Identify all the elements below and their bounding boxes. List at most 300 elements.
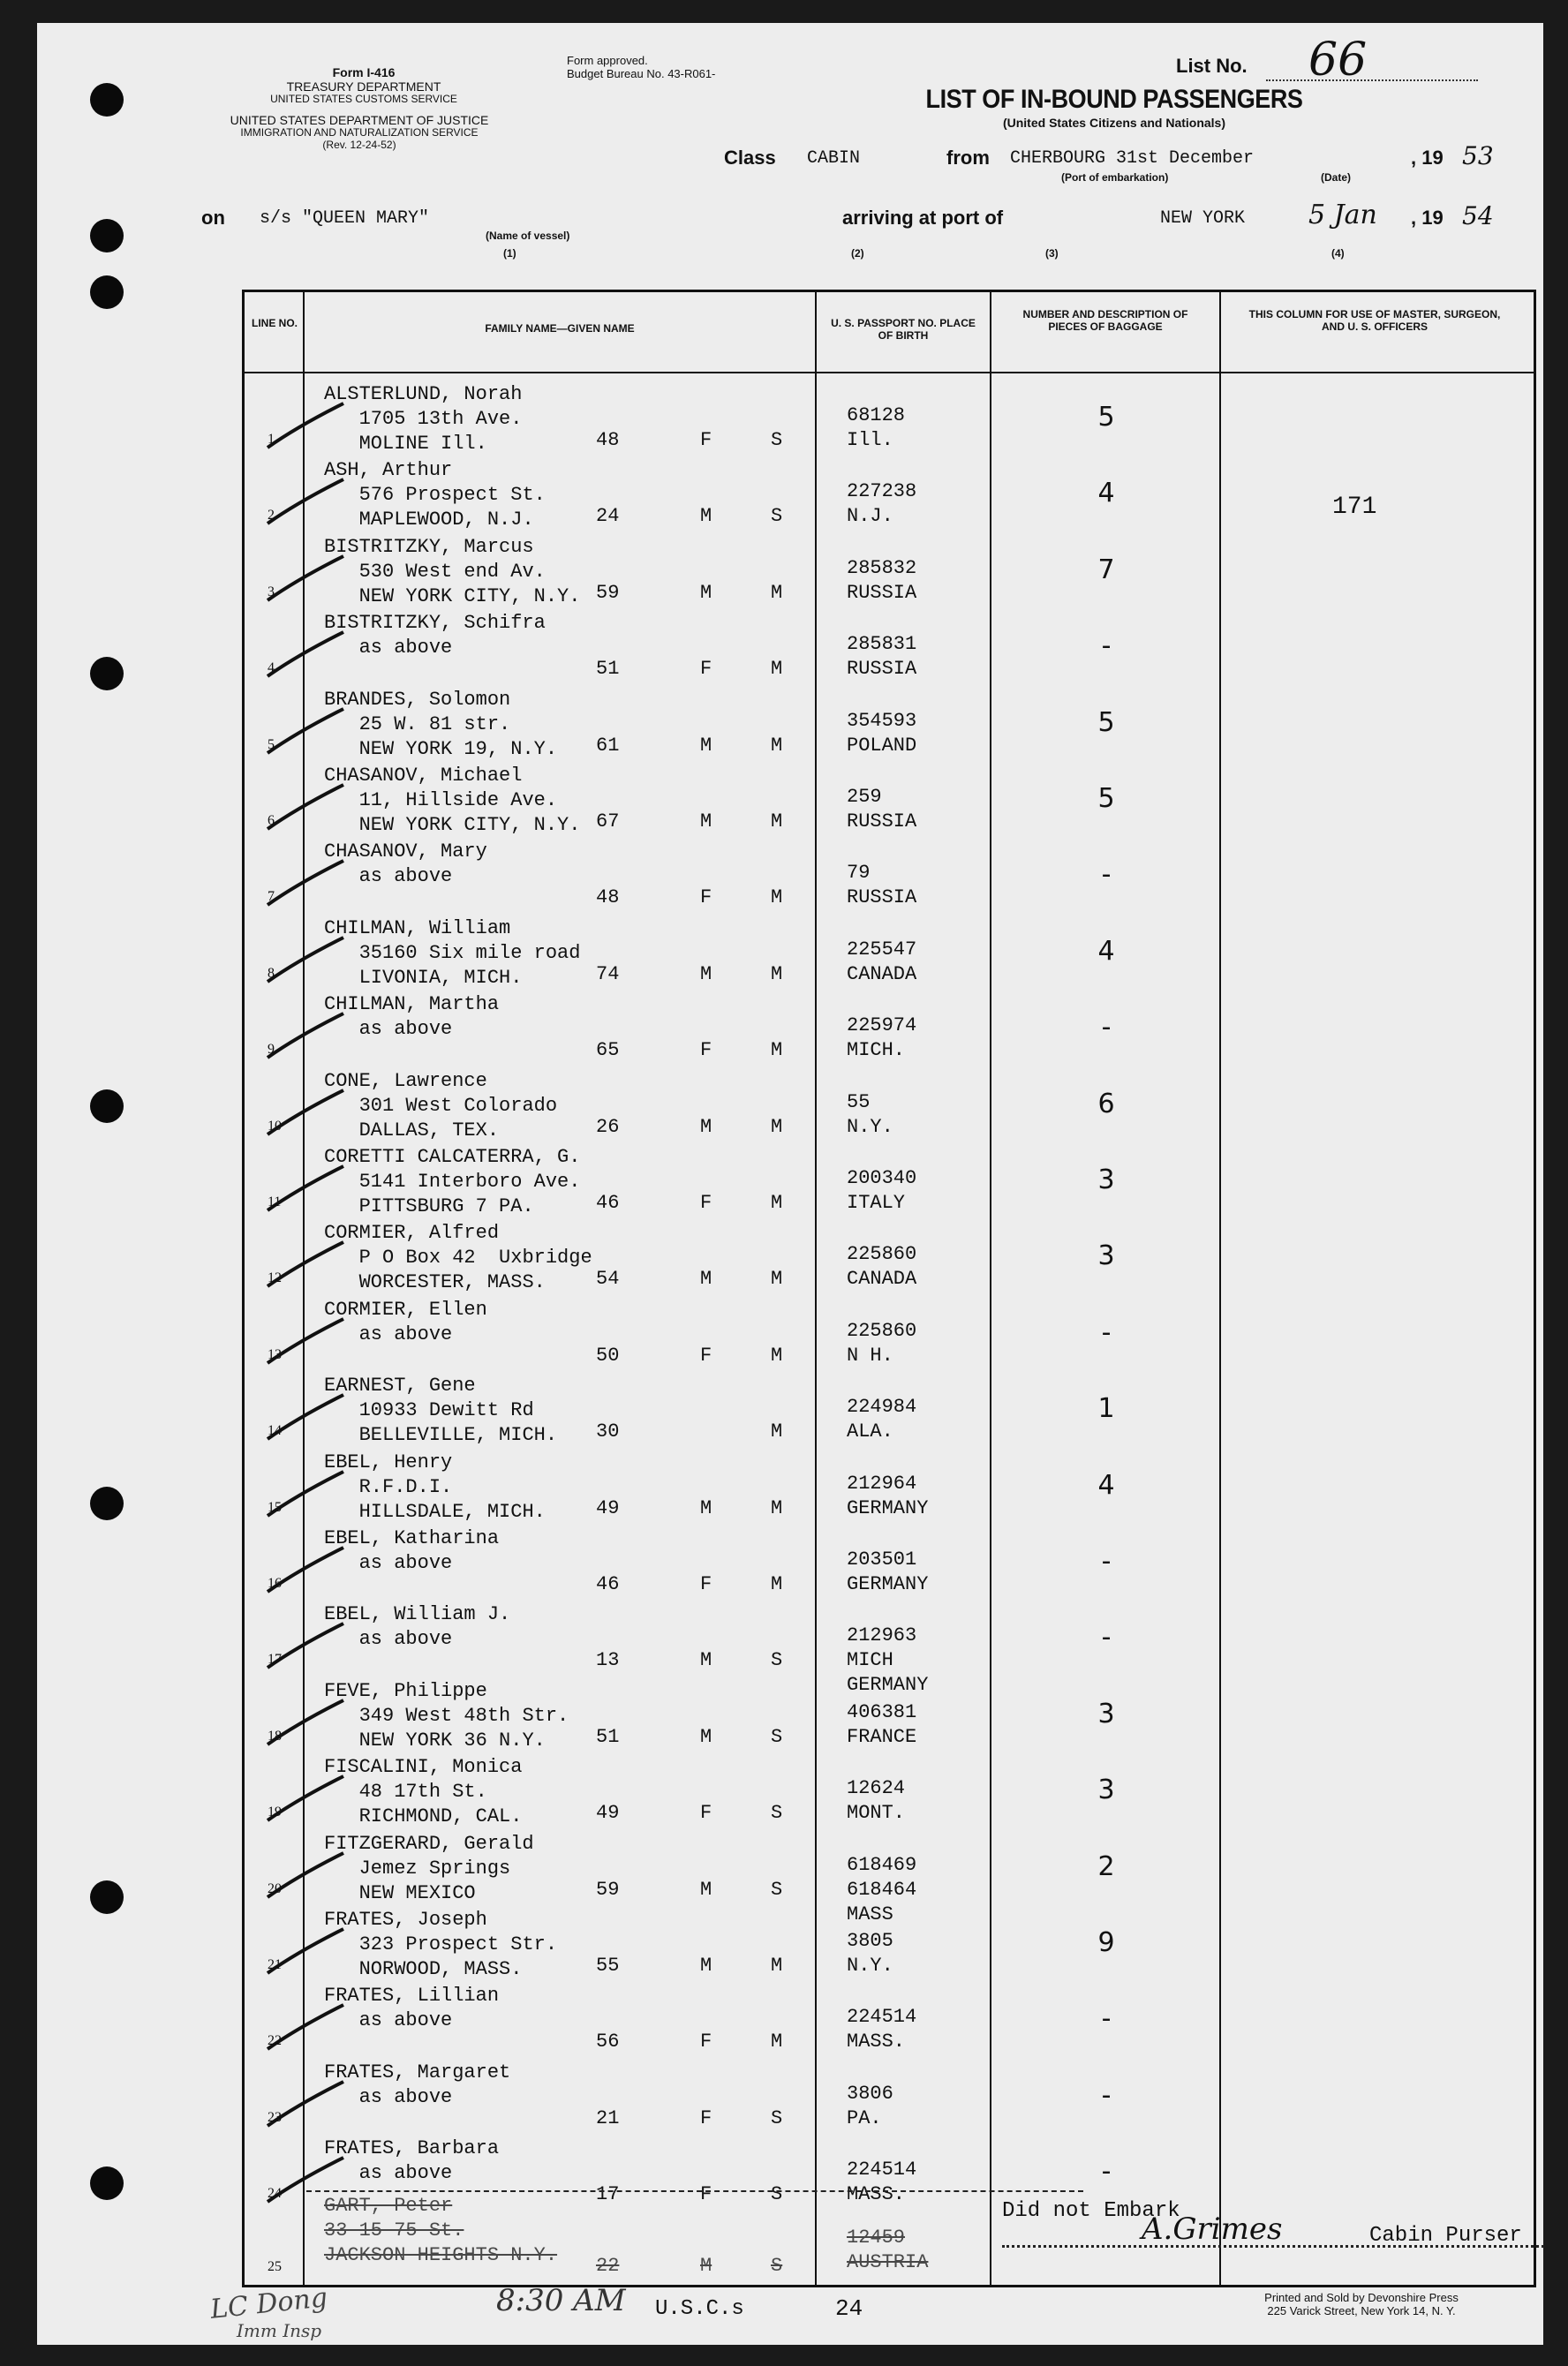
col-num-3: (3) [1045,247,1059,260]
address-line-2: NEW MEXICO [358,1881,476,1904]
family-given-name: FRATES, Lillian [324,1985,500,2008]
address-line-1: 48 17th St. [358,1781,487,1804]
line-number: 19 [268,1805,282,1820]
marital-status: M [771,1955,783,1977]
passport-birthplace [847,1013,916,1063]
address-line-1: 530 West end Av. [358,560,546,583]
strike-line [306,2190,1083,2192]
sex: M [700,1115,712,1138]
passenger-name [324,992,499,1066]
did-not-embark: Did not Embark [1002,2199,1180,2223]
from-value: CHERBOURG 31st December [1010,148,1255,169]
sex: F [700,1344,712,1367]
passport-birthplace [847,1929,893,1978]
place-of-birth: MONT. [847,1802,906,1825]
baggage-count: 3 [1097,1240,1115,1272]
address-line-2: MOLINE Ill. [358,433,487,455]
baggage-count: - [1101,2156,1112,2188]
place-of-birth: ITALY [847,1192,906,1214]
passport-number: 3806 [847,2082,893,2105]
arrival-port: NEW YORK [1160,208,1246,229]
passport-birthplace [847,1395,916,1444]
passenger-name [324,1908,557,1982]
uscs-label: U.S.C.s [655,2297,744,2321]
on-label: on [201,207,225,229]
marital-status: M [771,2031,783,2053]
passport-birthplace [847,1472,928,1521]
passenger-name [324,1679,569,1753]
age: 13 [596,1649,620,1672]
table-row [245,377,1534,453]
family-given-name: CONE, Lawrence [324,1069,487,1092]
age: 21 [596,2106,620,2129]
address-line-2: NEW YORK CITY, N.Y. [358,584,581,607]
address-line-1: 576 Prospect St. [358,484,546,507]
table-row [245,2055,1534,2131]
purser-signature: A.Grimes [1142,2212,1283,2247]
passport-number: 212964 [847,1472,917,1495]
age: 48 [596,429,620,451]
col-head-line: LINE NO. [251,317,298,329]
list-title: LIST OF IN-BOUND PASSENGERS [925,85,1303,114]
dept-customs: UNITED STATES CUSTOMS SERVICE [270,93,457,106]
family-given-name: FEVE, Philippe [324,1679,487,1702]
family-given-name: BRANDES, Solomon [324,688,511,711]
line-number: 4 [268,660,275,676]
age: 30 [596,1420,620,1443]
age: 56 [596,2031,620,2053]
passenger-name [324,1069,557,1143]
passport-number: 259 [847,786,882,808]
age: 54 [596,1268,620,1291]
place-of-birth: POLAND [847,734,917,757]
family-given-name: FITZGERARD, Gerald [324,1832,534,1855]
family-given-name: EBEL, William J. [324,1603,511,1626]
budget-bureau: Budget Bureau No. 43-R061- [567,66,716,80]
age: 51 [596,658,620,681]
inspection-time: 8:30 AM [496,2283,626,2318]
family-given-name: EARNEST, Gene [324,1375,476,1398]
address-line-2: WORCESTER, MASS. [358,1271,546,1294]
passenger-name [324,1298,487,1372]
address-line-1: as above [358,1018,453,1041]
baggage-count: - [1101,630,1112,662]
baggage-count: - [1101,1546,1112,1577]
place-of-birth: RUSSIA [847,886,917,909]
line-number: 22 [268,2033,282,2049]
table-row [245,1978,1534,2054]
passport-birthplace [847,556,916,606]
passport-number: 225547 [847,938,917,961]
line-number: 18 [268,1728,282,1744]
passport-birthplace [847,2082,893,2131]
marital-status: M [771,581,783,604]
list-subtitle: (United States Citizens and Nationals) [1002,115,1226,130]
passenger-name [324,1526,499,1601]
passenger-name [324,2061,510,2135]
sex: M [700,1955,712,1977]
marital-status: M [771,962,783,985]
sex: M [700,1496,712,1519]
passenger-name [324,764,580,838]
line-number: 7 [268,889,275,905]
age: 51 [596,1725,620,1748]
address-line-2: NORWOOD, MASS. [358,1958,523,1980]
sex: M [700,505,712,528]
list-no-value: 66 [1308,34,1368,87]
family-given-name: CHASANOV, Michael [324,765,523,787]
passenger-name [324,1602,510,1677]
age: 24 [596,505,620,528]
passport-birthplace [847,1242,916,1292]
place-of-birth: FRANCE [847,1725,917,1748]
age: 65 [596,1039,620,1062]
family-given-name: CHILMAN, William [324,916,511,939]
baggage-count: - [1101,2003,1112,2035]
place-of-birth: CANADA [847,1268,917,1291]
family-given-name: CORMIER, Alfred [324,1222,500,1245]
address-line-1: as above [358,865,453,888]
agency-block-justice [200,113,518,152]
sex: F [700,1192,712,1214]
line-number: 2 [268,508,275,524]
marital-status: S [771,1649,783,1672]
row25-age: 22 [596,2255,620,2277]
marital-status: M [771,1268,783,1291]
line-number: 12 [268,1270,282,1286]
family-given-name: FISCALINI, Monica [324,1756,523,1779]
address-line-2: PITTSBURG 7 PA. [358,1195,534,1217]
passport-birthplace [847,709,916,758]
place-of-birth: MICH. [847,1039,906,1062]
dept-treasury: TREASURY DEPARTMENT [286,79,441,94]
form-approved: Form approved. [567,54,648,67]
list-no-line [1266,79,1478,81]
table-row [245,758,1534,834]
family-given-name: FRATES, Joseph [324,1909,487,1931]
marital-status: M [771,1496,783,1519]
line-number: 16 [268,1576,282,1591]
address-line-1: 323 Prospect Str. [358,1933,558,1955]
table-row [245,1521,1534,1597]
vessel-caption: (Name of vessel) [486,230,570,242]
table-row [245,606,1534,682]
sex: M [700,962,712,985]
address-line-1: as above [358,1322,453,1345]
marital-status: M [771,1420,783,1443]
marital-status: S [771,1878,783,1901]
passport-number: 68128 [847,404,906,426]
line-number: 14 [268,1423,282,1439]
punch-hole [90,2166,124,2200]
marital-status: S [771,429,783,451]
passenger-name [324,611,546,685]
passport-birthplace [847,1548,928,1597]
place-of-birth: N H. [847,1344,893,1367]
punch-hole [90,275,124,309]
place-of-birth: N.Y. [847,1955,893,1977]
passenger-name [324,1145,580,1219]
address-line-1: 25 W. 81 str. [358,712,511,735]
age: 67 [596,810,620,833]
passport-birthplace [847,632,916,682]
marital-status: S [771,2183,783,2206]
row25-addr1: 33-15 75 St. [324,2219,464,2242]
passport-birthplace [847,1319,916,1368]
passport-number: 55 [847,1090,871,1113]
passenger-name [324,458,546,532]
place-of-birth: GERMANY [847,1573,929,1595]
address-line-2: NEW YORK 36 N.Y. [358,1729,546,1752]
address-line-1: 1705 13th Ave. [358,408,523,430]
col-head-passport: U. S. PASSPORT NO. PLACE OF BIRTH [831,317,976,343]
passport-birthplace [847,479,916,529]
address-line-1: as above [358,2162,453,2185]
punch-hole [90,1487,124,1520]
passport-number: 225974 [847,1014,917,1037]
vessel-name: s/s "QUEEN MARY" [260,208,430,229]
date-caption: (Date) [1321,171,1352,184]
table-row [245,1750,1534,1826]
passport-number: 3805 [847,1930,893,1952]
passport-number: 224514 [847,2159,917,2181]
col-num-2: (2) [851,247,864,260]
place-of-birth: Ill. [847,429,893,451]
place-of-birth: PA. [847,2106,882,2129]
family-given-name: BISTRITZKY, Schifra [324,612,546,635]
dept-justice: UNITED STATES DEPARTMENT OF JUSTICE [230,113,489,127]
family-given-name: CORETTI CALCATERRA, G. [324,1146,581,1168]
sex: M [700,1725,712,1748]
sex: M [700,1878,712,1901]
passport-birthplace [847,1776,905,1826]
class-value: CABIN [807,148,861,169]
year1-value: 53 [1462,141,1494,170]
passport-number: 212963 [847,1624,917,1647]
passport-number: 227238 [847,480,917,503]
age: 59 [596,581,620,604]
form-revision: (Rev. 12-24-52) [322,138,396,151]
punch-hole [90,83,124,117]
passport-number: 285832 [847,556,917,579]
punch-hole [90,1880,124,1914]
baggage-count: 3 [1097,1164,1115,1195]
line-number: 3 [268,584,275,599]
line-number: 10 [268,1118,282,1134]
baggage-count: 6 [1097,1088,1115,1119]
age: 59 [596,1878,620,1901]
baggage-count: - [1101,859,1112,891]
table-row [245,834,1534,910]
family-given-name: BISTRITZKY, Marcus [324,535,534,558]
place-of-birth: RUSSIA [847,810,917,833]
passport-number: 354593 [847,709,917,732]
sex: F [700,658,712,681]
address-line-1: 349 West 48th Str. [358,1704,569,1727]
marital-status: M [771,1192,783,1214]
passport-birthplace [847,403,905,453]
line-number: 21 [268,1957,282,1972]
year2-prefix: , 19 [1411,207,1444,229]
address-line-1: as above [358,2085,453,2108]
address-line-1: 301 West Colorado [358,1094,558,1117]
passenger-name [324,1755,522,1829]
row25-birthplace: AUSTRIA [847,2251,929,2273]
line-number: 23 [268,2109,282,2125]
row25-name-text: GART, Peter [324,2195,453,2217]
place-of-birth: MASS. [847,2031,906,2053]
baggage-count: 4 [1097,478,1115,509]
passenger-table [242,290,1536,2287]
place-of-birth: RUSSIA [847,581,917,604]
place-of-birth: MICH GERMANY [847,1649,929,1697]
age: 26 [596,1115,620,1138]
inspector-initials: LC Dong [208,2282,329,2325]
table-row [245,987,1534,1063]
passenger-name [324,1450,546,1525]
passenger-name [324,382,522,456]
passenger-name [324,1221,592,1295]
passport-birthplace [847,938,916,987]
line-number: 17 [268,1652,282,1668]
passenger-name [324,1984,499,2058]
passenger-name [324,1374,557,1448]
family-given-name: CHILMAN, Martha [324,993,500,1016]
address-line-2: RICHMOND, CAL. [358,1805,523,1828]
baggage-count: - [1101,1622,1112,1654]
punch-hole [90,1089,124,1123]
port-caption: (Port of embarkation) [1061,171,1169,184]
address-line-1: as above [358,2009,453,2032]
row25-marital: S [771,2255,783,2277]
sex: F [700,2106,712,2129]
marital-status: S [771,1725,783,1748]
col-num-4: (4) [1331,247,1345,260]
line-number: 8 [268,965,275,981]
baggage-count: 2 [1097,1850,1115,1882]
family-given-name: EBEL, Henry [324,1450,453,1473]
marital-status: M [771,810,783,833]
passenger-name [324,1832,534,1906]
place-of-birth: CANADA [847,962,917,985]
address-line-1: 10933 Dewitt Rd [358,1399,534,1422]
col-head-baggage: NUMBER AND DESCRIPTION OF PIECES OF BAGGAGE [1022,308,1188,334]
family-given-name: FRATES, Barbara [324,2137,500,2160]
printer-block [1176,2292,1547,2318]
sex: M [700,1268,712,1291]
address-line-1: R.F.D.I. [358,1475,453,1498]
document-page [37,23,1543,2345]
place-of-birth: RUSSIA [847,658,917,681]
passport-birthplace [847,785,916,834]
row25-passport [847,2226,928,2275]
passenger-name [324,916,580,991]
punch-hole [90,657,124,690]
place-of-birth: GERMANY [847,1496,929,1519]
inspector-title: Imm Insp [237,2320,322,2341]
address-line-1: 35160 Six mile road [358,941,581,964]
passport-birthplace [847,1700,916,1750]
baggage-count: 9 [1097,1927,1115,1958]
age: 55 [596,1955,620,1977]
officer-note: 171 [1332,494,1377,521]
passport-number: 618469 618464 [847,1853,917,1901]
address-line-2: NEW YORK 19, N.Y. [358,737,558,760]
marital-status: M [771,886,783,909]
baggage-count: 5 [1097,402,1115,433]
passenger-name [324,535,580,609]
passport-number: 224984 [847,1396,917,1419]
marital-status: M [771,1573,783,1595]
place-of-birth: MASS [847,1903,893,1925]
address-line-1: as above [358,637,453,659]
age: 17 [596,2183,620,2206]
baggage-count: 4 [1097,1469,1115,1501]
cabin-purser: Cabin Purser [1369,2224,1522,2248]
punch-hole [90,219,124,252]
table-row [245,1368,1534,1447]
table-row [245,911,1534,987]
agency-block-treasury [240,65,487,106]
family-given-name: ASH, Arthur [324,459,453,482]
passport-number: 200340 [847,1167,917,1189]
marital-status: M [771,1115,783,1138]
baggage-count: 5 [1097,706,1115,738]
col-head-name: FAMILY NAME—GIVEN NAME [485,322,635,335]
dept-immigration: IMMIGRATION AND NATURALIZATION SERVICE [240,126,479,139]
row25-passport-no: 12459 [847,2227,906,2249]
baggage-count: - [1101,1316,1112,1348]
passport-birthplace [847,861,916,910]
passenger-name [324,840,487,914]
sex: F [700,1039,712,1062]
address-line-2: NEW YORK CITY, N.Y. [358,814,581,836]
table-row [245,1064,1534,1140]
table-row-25 [245,2190,1534,2282]
place-of-birth: N.J. [847,505,893,528]
sex: M [700,810,712,833]
address-line-1: as above [358,1628,453,1651]
baggage-count: 7 [1097,554,1115,585]
address-line-2: HILLSDALE, MICH. [358,1500,546,1523]
line-number: 6 [268,813,275,828]
sex: M [700,734,712,757]
list-no-label: List No. [1176,55,1248,77]
passport-birthplace [847,2005,916,2054]
baggage-count: 3 [1097,1774,1115,1806]
header-divider [245,372,1534,373]
approval-block [567,55,779,81]
passport-number: 203501 [847,1548,917,1571]
row25-addr2: JACKSON HEIGHTS N.Y. [324,2244,558,2266]
col-head-officers: THIS COLUMN FOR USE OF MASTER, SURGEON, AND U. S. OFFICERS [1248,308,1501,334]
marital-status: S [771,2106,783,2129]
marital-status: M [771,1039,783,1062]
family-given-name: EBEL, Katharina [324,1527,500,1549]
table-row [245,1292,1534,1368]
from-label: from [946,147,990,169]
sex: F [700,2031,712,2053]
passport-number: 224514 [847,2006,917,2029]
marital-status: S [771,1802,783,1825]
sex: F [700,429,712,451]
age: 50 [596,1344,620,1367]
line-number: 9 [268,1042,275,1058]
line-number: 11 [268,1194,282,1209]
table-row [245,1903,1534,1978]
family-given-name: FRATES, Margaret [324,2061,511,2083]
address-line-1: as above [358,1552,453,1574]
